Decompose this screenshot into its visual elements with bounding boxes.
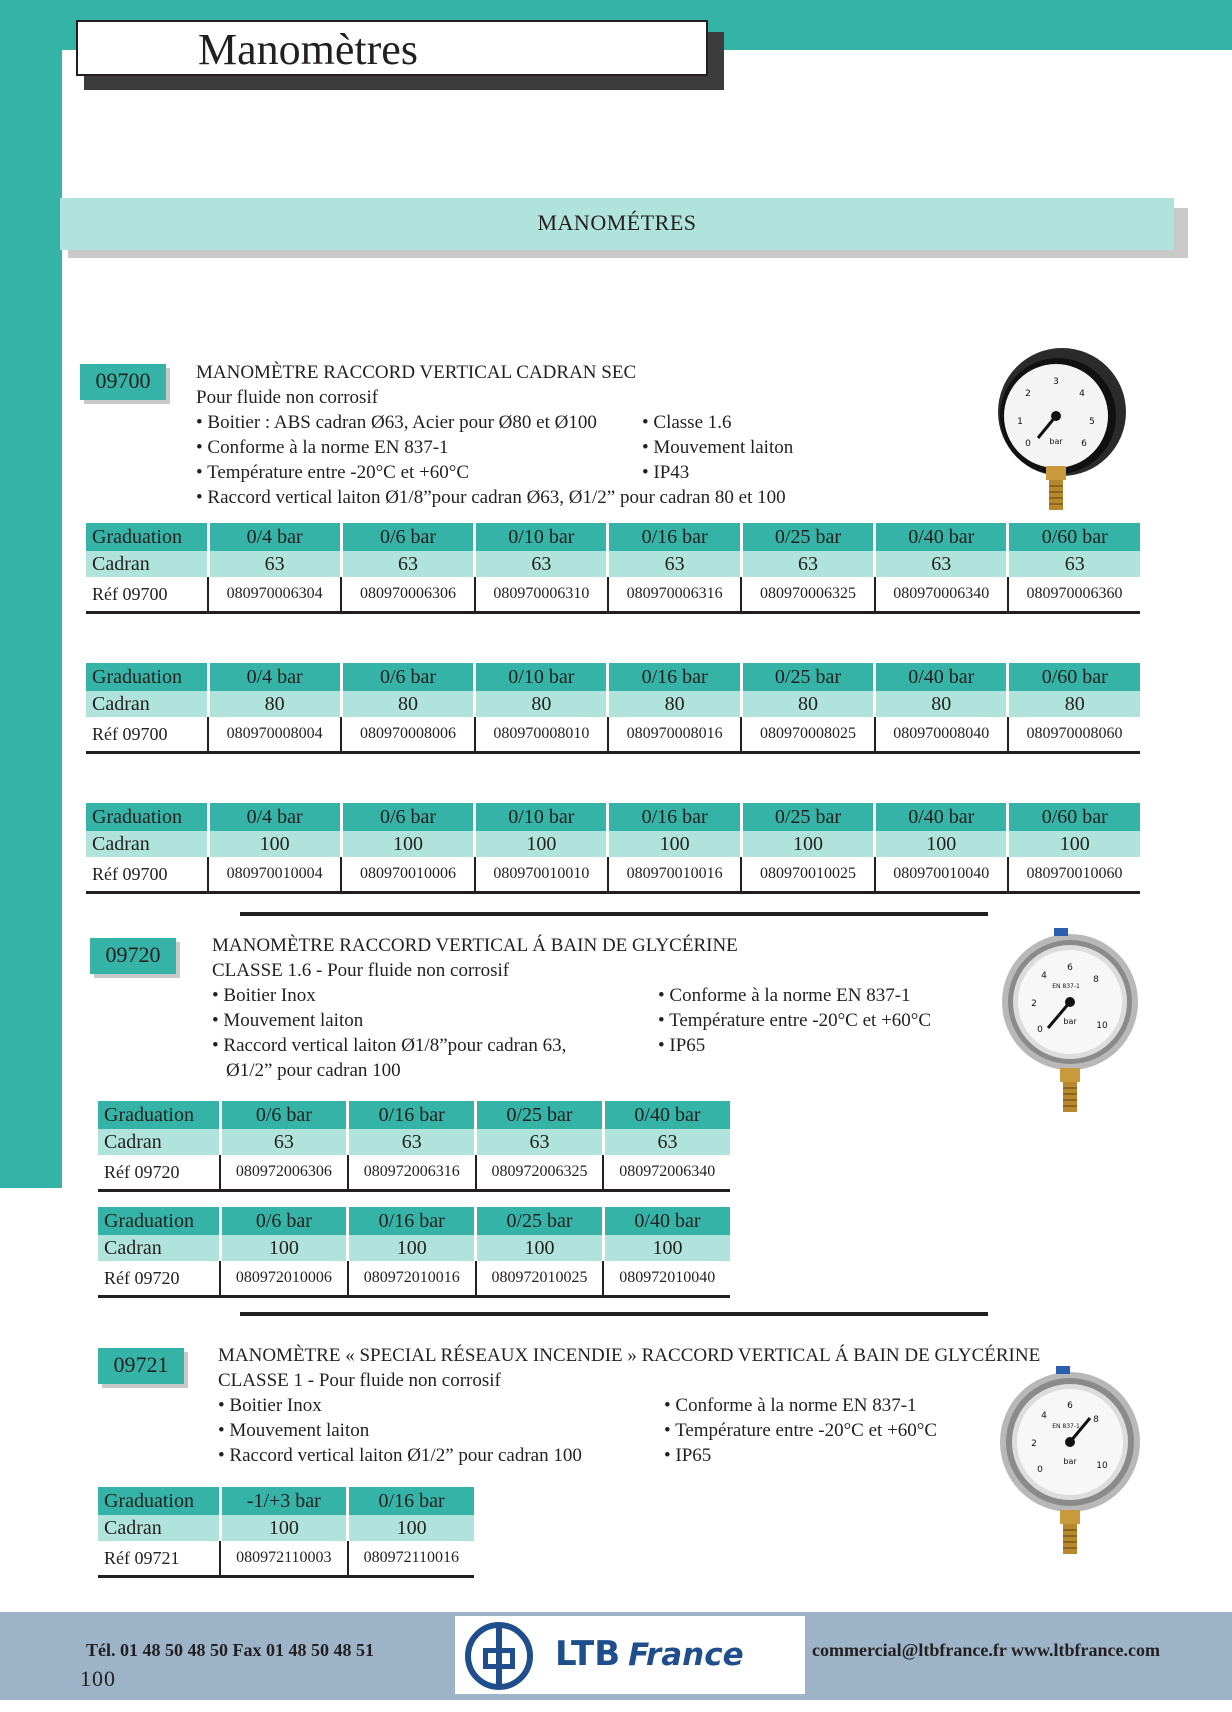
dial-number: 2 [1025, 389, 1031, 399]
table-cell: 0/4 bar [208, 803, 341, 831]
product-heading: MANOMÈTRE RACCORD VERTICAL Á BAIN DE GLYCÉRINE [212, 935, 738, 956]
company-logo [455, 1616, 805, 1694]
table-cell: 0/25 bar [741, 803, 874, 831]
dial-number: 5 [1089, 417, 1095, 427]
row-label: Cadran [86, 831, 208, 857]
table-cell: 0/16 bar [608, 663, 741, 691]
dial-number: 2 [1031, 999, 1037, 1009]
table-row-reference [86, 717, 1140, 753]
bullet-item: • Raccord vertical laiton Ø1/8”pour cadran Ø63, Ø1/2” pour cadran 80 et 100 [196, 485, 786, 510]
section-title: MANOMÉTRES [537, 210, 697, 235]
spec-table-09720-100 [98, 1207, 730, 1298]
table-cell: 63 [608, 551, 741, 577]
table-cell: 0/40 bar [875, 523, 1008, 551]
product-bullets-right [658, 983, 931, 1058]
side-band [0, 0, 62, 1188]
row-label: Cadran [86, 691, 208, 717]
product-description-09700 [196, 360, 636, 410]
table-cell: 080972010016 [348, 1261, 476, 1297]
table-cell: 0/10 bar [475, 523, 608, 551]
section-divider [240, 912, 988, 916]
table-cell: 080972010040 [603, 1261, 730, 1297]
product-code-09720: 09720 [90, 938, 176, 974]
dial-unit: bar [1063, 1457, 1077, 1466]
spec-table-09700-100 [86, 803, 1140, 894]
row-label: Réf 09720 [98, 1261, 220, 1297]
table-cell: 63 [475, 551, 608, 577]
table-row-reference [98, 1261, 730, 1297]
table-cell: 080970006316 [608, 577, 741, 613]
dial-number: 4 [1041, 971, 1047, 981]
table-cell: 080970008060 [1008, 717, 1140, 753]
table-cell: 100 [348, 1515, 474, 1541]
section-banner [60, 198, 1174, 250]
bullet-item: • Mouvement laiton [642, 435, 793, 460]
bullet-item: • Conforme à la norme EN 837-1 [658, 983, 931, 1008]
table-cell: 0/6 bar [341, 663, 474, 691]
dial-number: 0 [1037, 1025, 1043, 1035]
row-label: Graduation [86, 523, 208, 551]
row-label: Cadran [86, 551, 208, 577]
bullet-item: • Mouvement laiton [212, 1008, 566, 1033]
row-label: Réf 09700 [86, 577, 208, 613]
table-cell: 100 [348, 1235, 476, 1261]
spec-table-09720-63 [98, 1101, 730, 1192]
table-cell: 63 [220, 1129, 348, 1155]
page-title: Manomètres [198, 25, 418, 74]
table-cell: 0/40 bar [875, 663, 1008, 691]
table-cell: 63 [208, 551, 341, 577]
table-cell: 63 [603, 1129, 730, 1155]
bullet-item: • Conforme à la norme EN 837-1 [664, 1393, 937, 1418]
table-cell: 0/4 bar [208, 523, 341, 551]
table-cell: 0/25 bar [741, 663, 874, 691]
table-cell: 0/6 bar [220, 1101, 348, 1129]
table-cell: 080972006325 [476, 1155, 604, 1191]
product-bullets-right [642, 410, 793, 485]
table-row-reference [86, 577, 1140, 613]
row-label: Graduation [98, 1101, 220, 1129]
table-cell: 0/25 bar [476, 1207, 604, 1235]
table-cell: 100 [1008, 831, 1140, 857]
dial-number: 4 [1041, 1411, 1047, 1421]
table-row-cadran [98, 1235, 730, 1261]
footer-bottom-strip [0, 1700, 1232, 1712]
table-cell: 0/16 bar [608, 803, 741, 831]
table-row-cadran [86, 551, 1140, 577]
spec-table-09700-80 [86, 663, 1140, 754]
product-subtitle: CLASSE 1 - Pour fluide non corrosif [218, 1370, 501, 1391]
dial-number: 0 [1037, 1465, 1043, 1475]
table-cell: 100 [475, 831, 608, 857]
table-cell: 080970006325 [741, 577, 874, 613]
table-cell: 100 [220, 1515, 348, 1541]
table-cell: 080970008016 [608, 717, 741, 753]
dial-number: 6 [1081, 439, 1087, 449]
table-cell: 80 [875, 691, 1008, 717]
product-subtitle: Pour fluide non corrosif [196, 387, 379, 408]
spec-table-09721-100 [98, 1487, 474, 1578]
spec-table-09700-63 [86, 523, 1140, 614]
bullet-item: • IP65 [664, 1443, 937, 1468]
table-cell: 0/60 bar [1008, 523, 1140, 551]
bullet-item: • Conforme à la norme EN 837-1 [196, 435, 786, 460]
table-cell: 080970010010 [475, 857, 608, 893]
row-label: Cadran [98, 1515, 220, 1541]
bullet-item: • Mouvement laiton [218, 1418, 582, 1443]
table-cell: -1/+3 bar [220, 1487, 348, 1515]
dial-number: 8 [1093, 1415, 1099, 1425]
product-code-09700: 09700 [80, 364, 166, 400]
row-label: Réf 09700 [86, 857, 208, 893]
footer-contact: commercial@ltbfrance.fr www.ltbfrance.com [812, 1640, 1160, 1660]
table-cell: 63 [875, 551, 1008, 577]
row-label: Graduation [98, 1207, 220, 1235]
table-cell: 080970006306 [341, 577, 474, 613]
product-subtitle: CLASSE 1.6 - Pour fluide non corrosif [212, 960, 510, 981]
table-cell: 63 [1008, 551, 1140, 577]
table-cell: 080970010040 [875, 857, 1008, 893]
table-cell: 100 [608, 831, 741, 857]
table-cell: 80 [608, 691, 741, 717]
table-cell: 0/25 bar [476, 1101, 604, 1129]
dial-unit: bar [1063, 1017, 1077, 1026]
row-label: Cadran [98, 1235, 220, 1261]
ltb-logo-icon [461, 1620, 537, 1692]
table-cell: 0/25 bar [741, 523, 874, 551]
table-cell: 080972010025 [476, 1261, 604, 1297]
table-cell: 100 [208, 831, 341, 857]
bullet-continuation: Ø1/2” pour cadran 100 [226, 1060, 401, 1081]
table-cell: 0/16 bar [348, 1487, 474, 1515]
dial-number: 2 [1031, 1439, 1037, 1449]
table-row-graduation [98, 1101, 730, 1129]
dial-number: 8 [1093, 975, 1099, 985]
table-cell: 080970006304 [208, 577, 341, 613]
page-number: 100 [80, 1666, 116, 1691]
product-bullets-left [212, 983, 566, 1083]
bullet-item: • Classe 1.6 [642, 410, 793, 435]
table-cell: 80 [475, 691, 608, 717]
bullet-item: • Boitier Inox [218, 1393, 582, 1418]
logo-ltb: LTB [555, 1634, 621, 1674]
table-cell: 100 [741, 831, 874, 857]
table-cell: 080970008006 [341, 717, 474, 753]
table-cell: 080970010025 [741, 857, 874, 893]
row-label: Réf 09700 [86, 717, 208, 753]
table-cell: 80 [741, 691, 874, 717]
table-cell: 100 [341, 831, 474, 857]
table-row-cadran [98, 1515, 474, 1541]
dial-number: 1 [1017, 417, 1023, 427]
table-cell: 63 [741, 551, 874, 577]
table-cell: 100 [875, 831, 1008, 857]
table-cell: 0/4 bar [208, 663, 341, 691]
glycerin-pressure-gauge-icon [1000, 924, 1150, 1116]
table-cell: 0/10 bar [475, 663, 608, 691]
table-row-cadran [86, 691, 1140, 717]
table-cell: 80 [341, 691, 474, 717]
table-cell: 0/6 bar [220, 1207, 348, 1235]
dial-norm: EN 837-1 [1052, 983, 1080, 990]
table-row-reference [98, 1155, 730, 1191]
product-bullets-left [218, 1393, 582, 1468]
row-label: Graduation [86, 663, 208, 691]
table-cell: 0/16 bar [348, 1101, 476, 1129]
product-description-09721 [218, 1343, 1040, 1393]
table-row-graduation [86, 803, 1140, 831]
dial-number: 6 [1067, 963, 1073, 973]
table-cell: 80 [208, 691, 341, 717]
table-cell: 80 [1008, 691, 1140, 717]
table-row-reference [98, 1541, 474, 1577]
bullet-item: • Température entre -20°C et +60°C [658, 1008, 931, 1033]
table-cell: 0/60 bar [1008, 663, 1140, 691]
table-cell: 63 [348, 1129, 476, 1155]
table-row-graduation [86, 663, 1140, 691]
row-label: Réf 09720 [98, 1155, 220, 1191]
table-cell: 0/6 bar [341, 803, 474, 831]
page-title-box [76, 20, 708, 76]
table-row-graduation [86, 523, 1140, 551]
table-cell: 0/40 bar [603, 1207, 730, 1235]
table-cell: 080970010060 [1008, 857, 1140, 893]
table-cell: 100 [220, 1235, 348, 1261]
bullet-item: • IP65 [658, 1033, 931, 1058]
dial-number: 6 [1067, 1401, 1073, 1411]
table-cell: 0/6 bar [341, 523, 474, 551]
row-label: Réf 09721 [98, 1541, 220, 1577]
table-cell: 080970008004 [208, 717, 341, 753]
table-cell: 0/16 bar [348, 1207, 476, 1235]
dial-number: 10 [1096, 1021, 1108, 1031]
table-cell: 100 [603, 1235, 730, 1261]
table-cell: 0/16 bar [608, 523, 741, 551]
row-label: Graduation [86, 803, 208, 831]
product-code-09721: 09721 [98, 1348, 184, 1384]
logo-france: France [628, 1637, 744, 1673]
table-cell: 080972110003 [220, 1541, 348, 1577]
dial-number: 4 [1079, 389, 1085, 399]
bullet-item: • Température entre -20°C et +60°C [664, 1418, 937, 1443]
table-cell: 080970008010 [475, 717, 608, 753]
table-cell: 080972006306 [220, 1155, 348, 1191]
dial-number: 0 [1025, 439, 1031, 449]
table-cell: 63 [341, 551, 474, 577]
table-cell: 080970008040 [875, 717, 1008, 753]
table-cell: 080972010006 [220, 1261, 348, 1297]
bullet-item: • Boitier : ABS cadran Ø63, Acier pour Ø80 et Ø100 [196, 410, 786, 435]
product-heading: MANOMÈTRE RACCORD VERTICAL CADRAN SEC [196, 362, 637, 383]
row-label: Cadran [98, 1129, 220, 1155]
table-cell: 080970006310 [475, 577, 608, 613]
table-row-graduation [98, 1487, 474, 1515]
bullet-item: • Raccord vertical laiton Ø1/8”pour cadran 63, [212, 1033, 566, 1058]
product-bullets-right [664, 1393, 937, 1468]
table-cell: 080970006340 [875, 577, 1008, 613]
dry-pressure-gauge-icon [996, 344, 1136, 522]
bullet-item: • Température entre -20°C et +60°C [196, 460, 786, 485]
table-row-cadran [86, 831, 1140, 857]
table-row-cadran [98, 1129, 730, 1155]
bullet-item: • Boitier Inox [212, 983, 566, 1008]
logo-wordmark [555, 1634, 744, 1674]
dial-unit: bar [1049, 437, 1063, 446]
product-heading: MANOMÈTRE « SPECIAL RÉSEAUX INCENDIE » RACCORD VERTICAL Á BAIN DE GLYCÉRINE [218, 1345, 1041, 1366]
table-row-graduation [98, 1207, 730, 1235]
section-divider [240, 1312, 988, 1316]
table-cell: 080972110016 [348, 1541, 474, 1577]
table-cell: 63 [476, 1129, 604, 1155]
table-cell: 080972006340 [603, 1155, 730, 1191]
product-description-09720 [212, 933, 738, 983]
table-cell: 080970010006 [341, 857, 474, 893]
footer-phone-fax: Tél. 01 48 50 48 50 Fax 01 48 50 48 51 [86, 1640, 374, 1660]
fire-network-pressure-gauge-icon [998, 1362, 1148, 1562]
dial-number: 3 [1053, 377, 1059, 387]
table-cell: 0/60 bar [1008, 803, 1140, 831]
table-cell: 0/40 bar [603, 1101, 730, 1129]
table-cell: 0/10 bar [475, 803, 608, 831]
table-cell: 100 [476, 1235, 604, 1261]
table-cell: 080970010016 [608, 857, 741, 893]
table-cell: 080970006360 [1008, 577, 1140, 613]
table-row-reference [86, 857, 1140, 893]
table-cell: 080970010004 [208, 857, 341, 893]
dial-norm: EN 837-1 [1052, 1423, 1080, 1430]
table-cell: 080972006316 [348, 1155, 476, 1191]
dial-number: 10 [1096, 1461, 1108, 1471]
row-label: Graduation [98, 1487, 220, 1515]
table-cell: 0/40 bar [875, 803, 1008, 831]
bullet-item: • IP43 [642, 460, 793, 485]
bullet-item: • Raccord vertical laiton Ø1/2” pour cadran 100 [218, 1443, 582, 1468]
table-cell: 080970008025 [741, 717, 874, 753]
